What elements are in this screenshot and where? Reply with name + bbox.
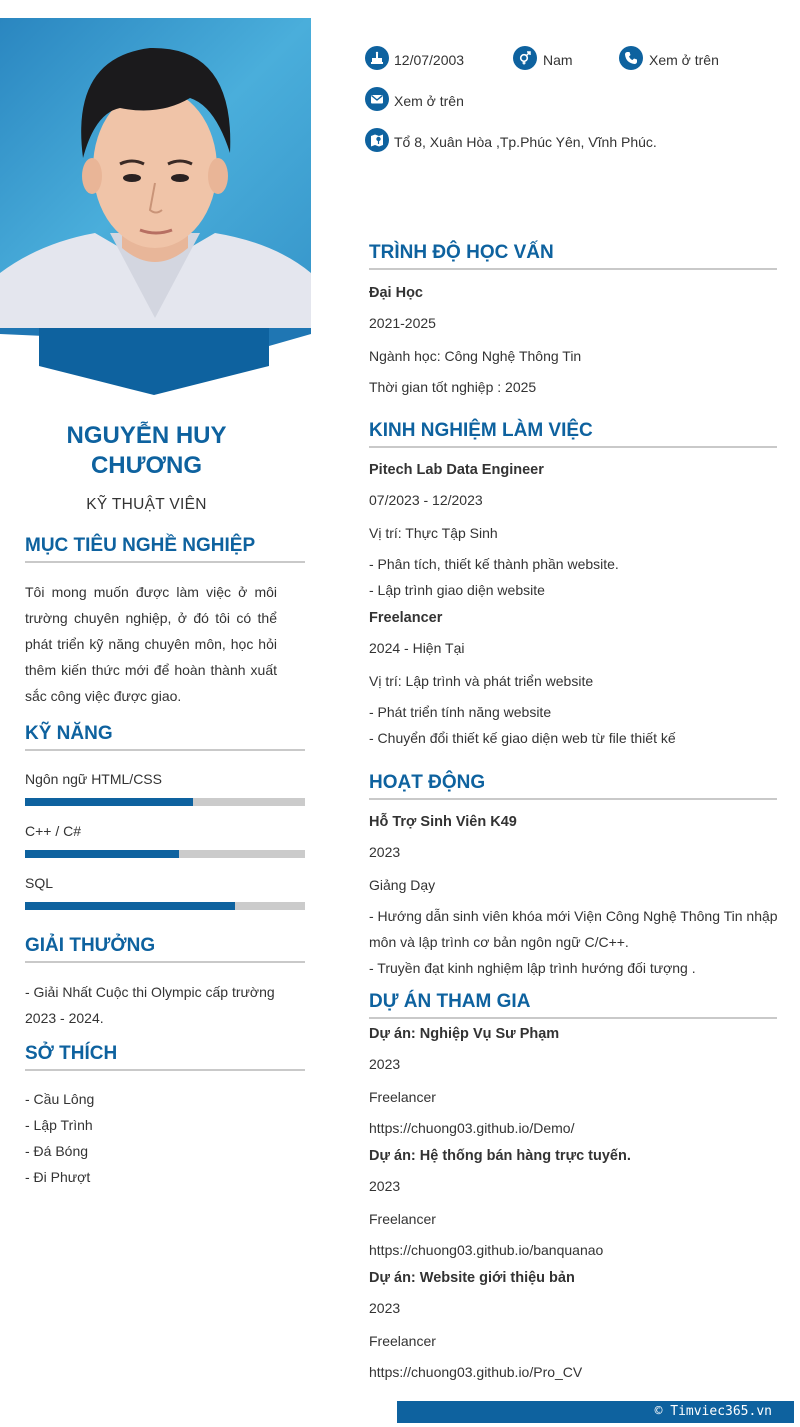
gender-value: Nam [543, 52, 573, 68]
profile-photo [0, 18, 311, 329]
job-company: Pitech Lab Data Engineer [369, 462, 544, 478]
skill-name: Ngôn ngữ HTML/CSS [25, 771, 162, 787]
project-year: 2023 [369, 1178, 401, 1194]
education-graduation: Thời gian tốt nghiệp : 2025 [369, 379, 537, 395]
job-description: - Lập trình giao diện website [369, 582, 545, 598]
projects-heading: DỰ ÁN THAM GIA [369, 990, 777, 1019]
skill-bar [25, 798, 305, 806]
objective-heading: MỤC TIÊU NGHỀ NGHIỆP [25, 534, 305, 563]
job-position: Vị trí: Thực Tập Sinh [369, 525, 498, 541]
hobby-item: - Cầu Lông [25, 1091, 95, 1107]
hobby-item: - Đi Phượt [25, 1169, 91, 1185]
name-line-2: CHƯƠNG [90, 452, 203, 479]
skill-name: C++ / C# [25, 823, 82, 839]
project-name: Dự án: Hệ thống bán hàng trực tuyến. [369, 1148, 631, 1164]
activities-heading: HOẠT ĐỘNG [369, 771, 777, 800]
project-link[interactable]: https://chuong03.github.io/banquanao [369, 1242, 604, 1258]
job-period: 07/2023 - 12/2023 [369, 492, 483, 508]
project-role: Freelancer [369, 1089, 436, 1105]
hobby-item: - Đá Bóng [25, 1143, 89, 1159]
activity-name: Hỗ Trợ Sinh Viên K49 [369, 814, 517, 830]
job-title: KỸ THUẬT VIÊN [86, 496, 207, 513]
email-icon [365, 87, 389, 111]
candidate-name [0, 421, 293, 481]
activity-year: 2023 [369, 844, 401, 860]
objective-text: Tôi mong muốn được làm việc ở môi trường chuyên nghiệp, ở đó tôi có thể phát triển kỹ năng chuyên môn, học hỏi thêm kiến thức mới để hoàn thành xuất sắc công việc được giao. [25, 584, 277, 704]
skill-bar [25, 850, 305, 858]
project-year: 2023 [369, 1300, 401, 1316]
award-line: 2023 - 2024. [25, 1010, 104, 1026]
job-description: - Chuyển đổi thiết kế giao diện web từ file thiết kế [369, 730, 676, 746]
skill-bar [25, 902, 305, 910]
project-name: Dự án: Nghiệp Vụ Sư Phạm [369, 1026, 560, 1042]
activity-description: môn và lập trình cơ bản ngôn ngữ C/C++. [369, 934, 629, 950]
award-line: - Giải Nhất Cuộc thi Olympic cấp trường [25, 984, 275, 1000]
project-link[interactable]: https://chuong03.github.io/Pro_CV [369, 1364, 583, 1380]
birthday-value: 12/07/2003 [394, 52, 465, 68]
project-name: Dự án: Website giới thiệu bản [369, 1270, 575, 1286]
skill-fill [25, 902, 235, 910]
gender-icon [513, 46, 537, 70]
project-link[interactable]: https://chuong03.github.io/Demo/ [369, 1120, 575, 1136]
job-period: 2024 - Hiện Tại [369, 640, 465, 656]
activity-role: Giảng Dạy [369, 877, 436, 893]
job-company: Freelancer [369, 610, 443, 626]
education-heading: TRÌNH ĐỘ HỌC VẤN [369, 241, 777, 270]
skill-name: SQL [25, 875, 54, 891]
project-role: Freelancer [369, 1211, 436, 1227]
experience-heading: KINH NGHIỆM LÀM VIỆC [369, 419, 777, 448]
skills-heading: KỸ NĂNG [25, 722, 305, 751]
map-location-icon [365, 128, 389, 152]
activity-description: - Truyền đạt kinh nghiệm lập trình hướng đối tượng . [369, 960, 696, 976]
photo-ribbon [0, 328, 311, 396]
address-value: Tổ 8, Xuân Hòa ,Tp.Phúc Yên, Vĩnh Phúc. [394, 134, 657, 150]
skill-fill [25, 798, 193, 806]
awards-heading: GIẢI THƯỞNG [25, 934, 305, 963]
email-value: Xem ở trên [394, 93, 464, 109]
hobby-item: - Lập Trình [25, 1117, 93, 1133]
education-major: Ngành học: Công Nghệ Thông Tin [369, 348, 582, 364]
skill-fill [25, 850, 179, 858]
job-position: Vị trí: Lập trình và phát triển website [369, 673, 594, 689]
activity-description: - Hướng dẫn sinh viên khóa mới Viện Công Nghệ Thông Tin nhập [369, 908, 778, 924]
phone-value: Xem ở trên [649, 52, 719, 68]
education-period: 2021-2025 [369, 315, 436, 331]
job-description: - Phát triển tính năng website [369, 704, 552, 720]
hobbies-heading: SỞ THÍCH [25, 1042, 305, 1071]
birthday-cake-icon [365, 46, 389, 70]
footer-watermark: © Timviec365.vn [397, 1401, 794, 1423]
project-role: Freelancer [369, 1333, 436, 1349]
project-year: 2023 [369, 1056, 401, 1072]
phone-icon [619, 46, 643, 70]
name-line-1: NGUYỄN HUY [66, 422, 227, 449]
job-description: - Phân tích, thiết kế thành phần website. [369, 556, 619, 572]
education-level: Đại Học [369, 285, 423, 301]
